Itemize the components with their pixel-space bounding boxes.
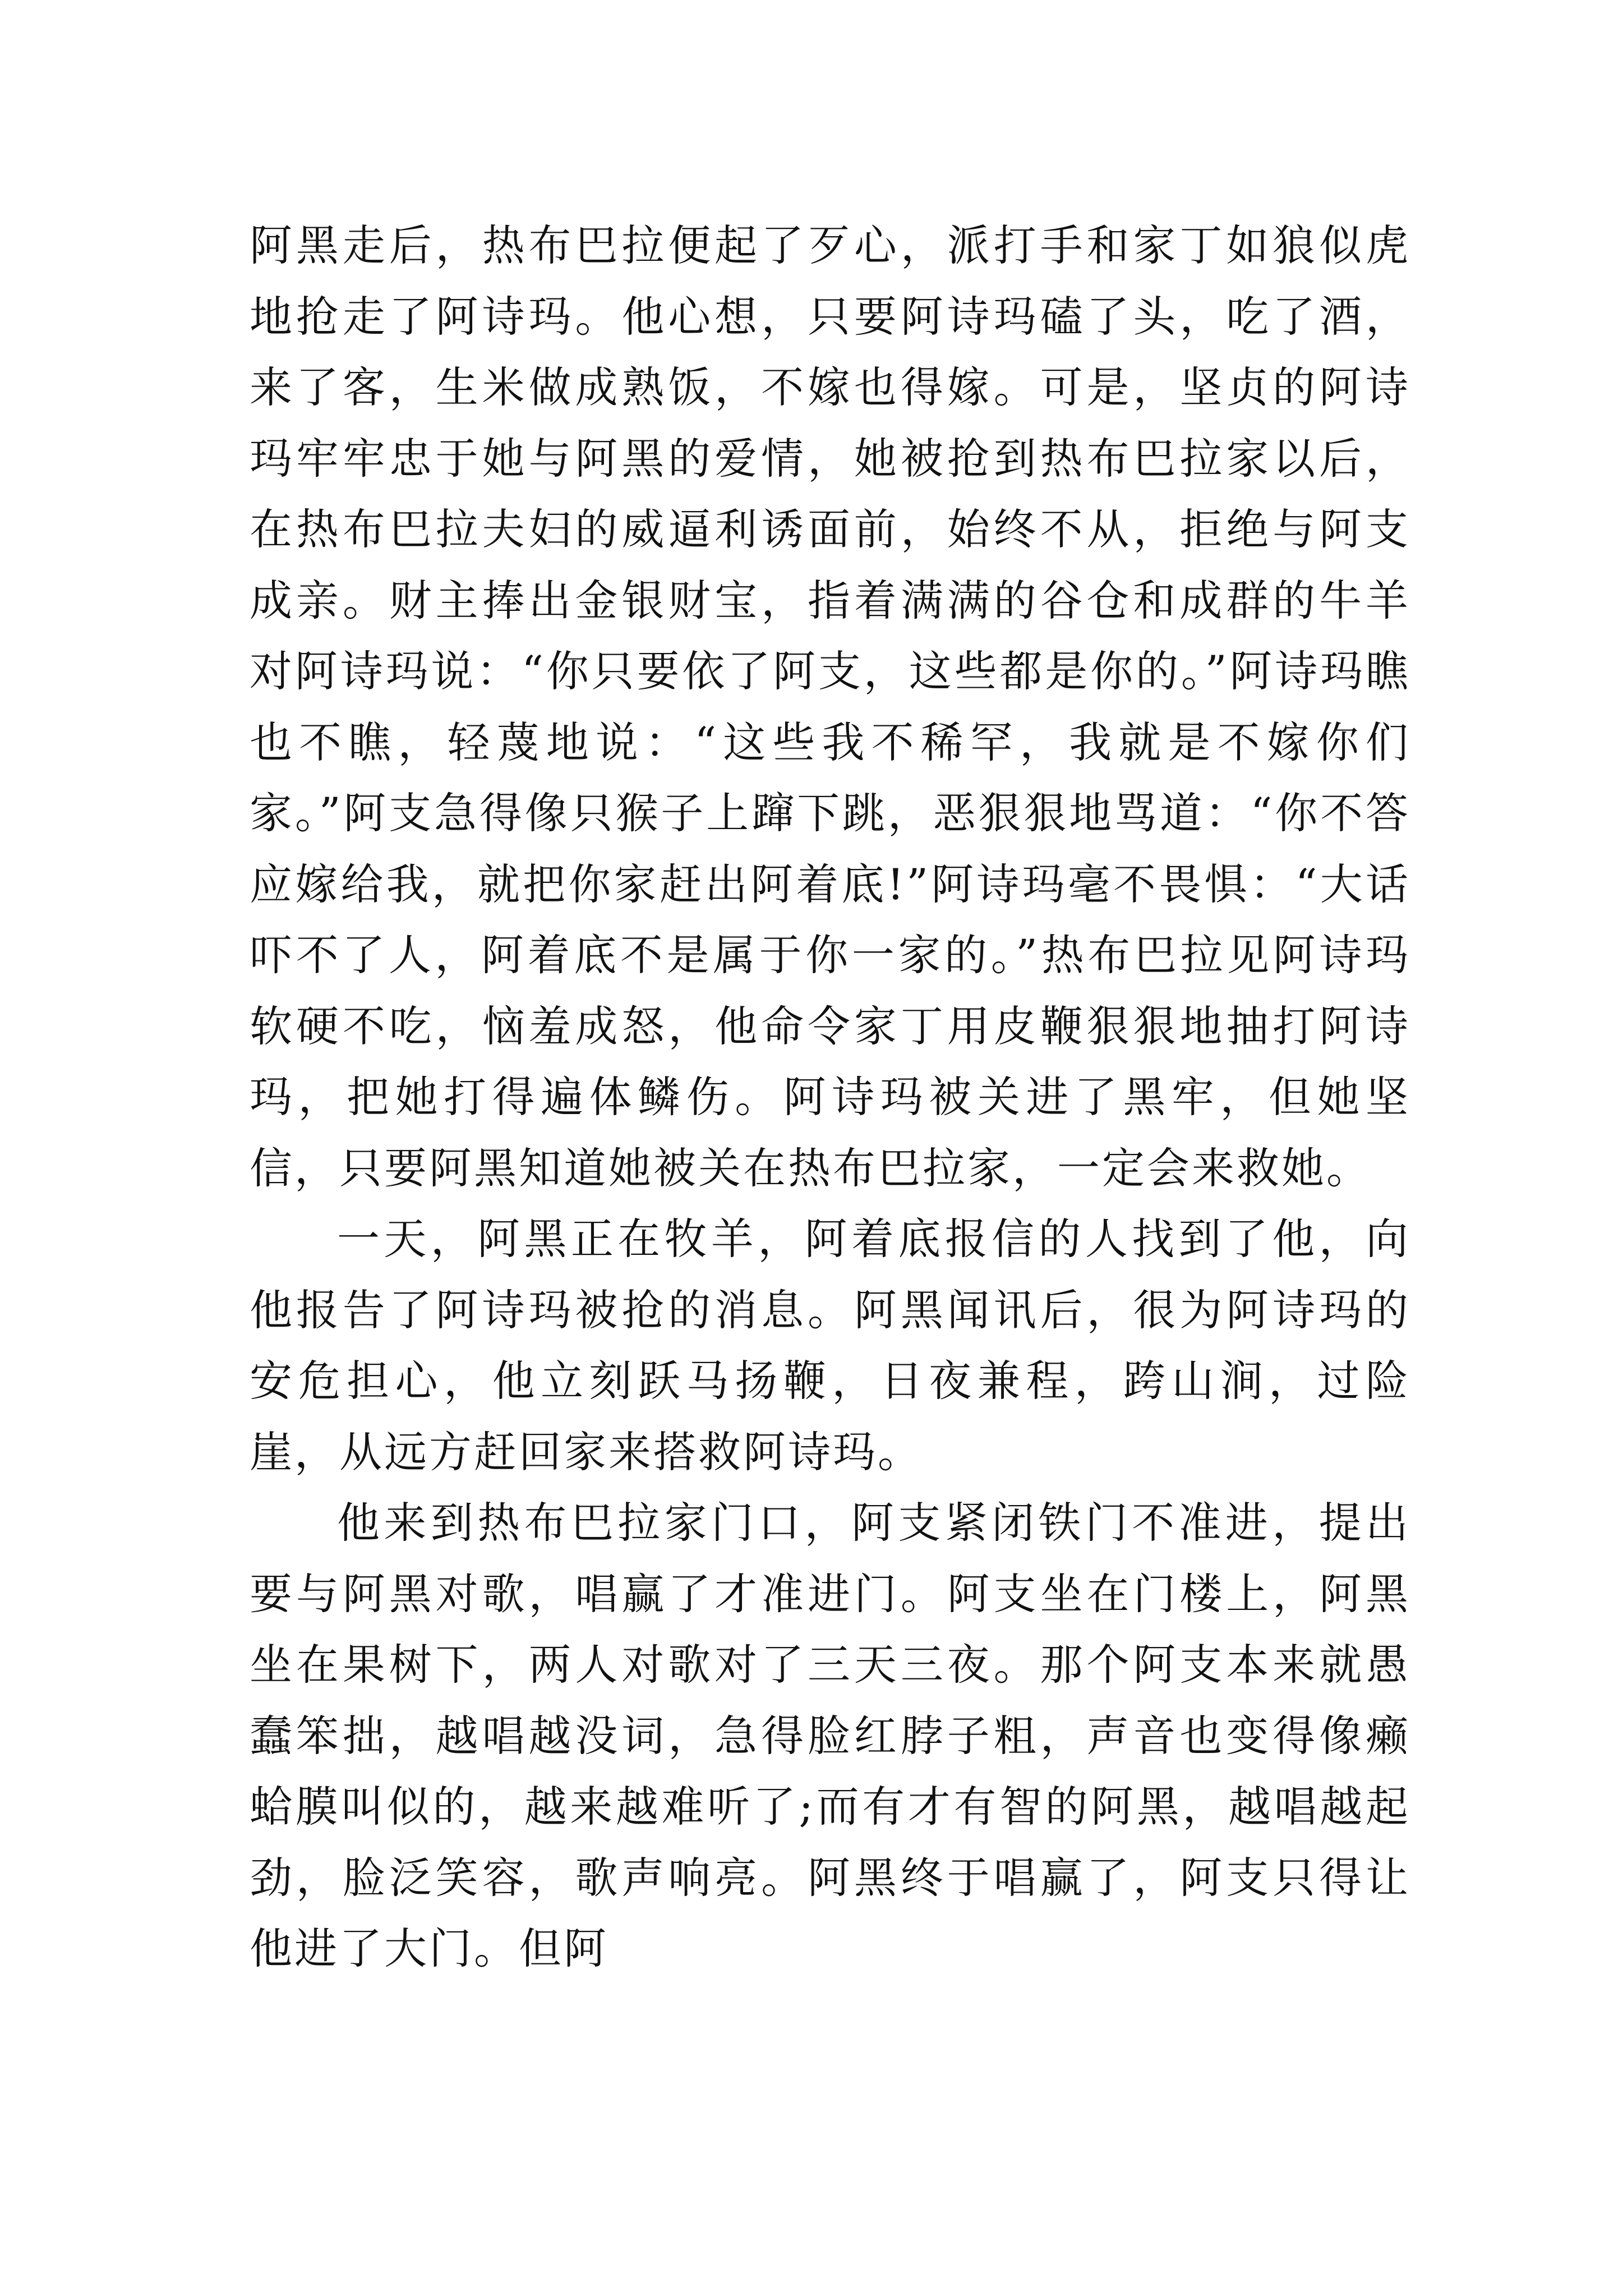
paragraph-3: 他来到热布巴拉家门口，阿支紧闭铁门不准进，提出要与阿黑对歌，唱赢了才准进门。阿支坐在门楼上，阿黑坐在果树下，两人对歌对了三天三夜。那个阿支本来就愚蠢笨拙，越唱越没词，急得脸红脖子粗，声音也变得像癞蛤膜叫似的，越来越难听了;而有才有智的阿黑，越唱越起劲，脸泛笑容，歌声响亮。阿黑终于唱赢了，阿支只得让他进了大门。但阿 — [250, 1498, 1410, 1973]
story-text — [250, 210, 1410, 1985]
paragraph-1: 阿黑走后，热布巴拉便起了歹心，派打手和家丁如狼似虎地抢走了阿诗玛。他心想，只要阿诗玛磕了头，吃了酒，来了客，生米做成熟饭，不嫁也得嫁。可是，坚贞的阿诗玛牢牢忠于她与阿黑的爱情，她被抢到热布巴拉家以后，在热布巴拉夫妇的威逼利诱面前，始终不从，拒绝与阿支成亲。财主捧出金银财宝，指着满满的谷仓和成群的牛羊对阿诗玛说：“你只要依了阿支，这些都是你的。”阿诗玛瞧也不瞧，轻蔑地说：“这些我不稀罕，我就是不嫁你们家。”阿支急得像只猴子上蹿下跳，恶狠狠地骂道：“你不答应嫁给我，就把你家赶出阿着底!”阿诗玛毫不畏惧：“大话吓不了人，阿着底不是属于你一家的。”热布巴拉见阿诗玛软硬不吃，恼羞成怒，他命令家丁用皮鞭狠狠地抽打阿诗玛，把她打得遍体鳞伤。阿诗玛被关进了黑牢，但她坚信，只要阿黑知道她被关在热布巴拉家，一定会来救她。 — [250, 220, 1410, 1193]
paragraph-2: 一天，阿黑正在牧羊，阿着底报信的人找到了他，向他报告了阿诗玛被抢的消息。阿黑闻讯后，很为阿诗玛的安危担心，他立刻跃马扬鞭，日夜兼程，跨山涧，过险崖，从远方赶回家来搭救阿诗玛。 — [250, 1214, 1410, 1477]
